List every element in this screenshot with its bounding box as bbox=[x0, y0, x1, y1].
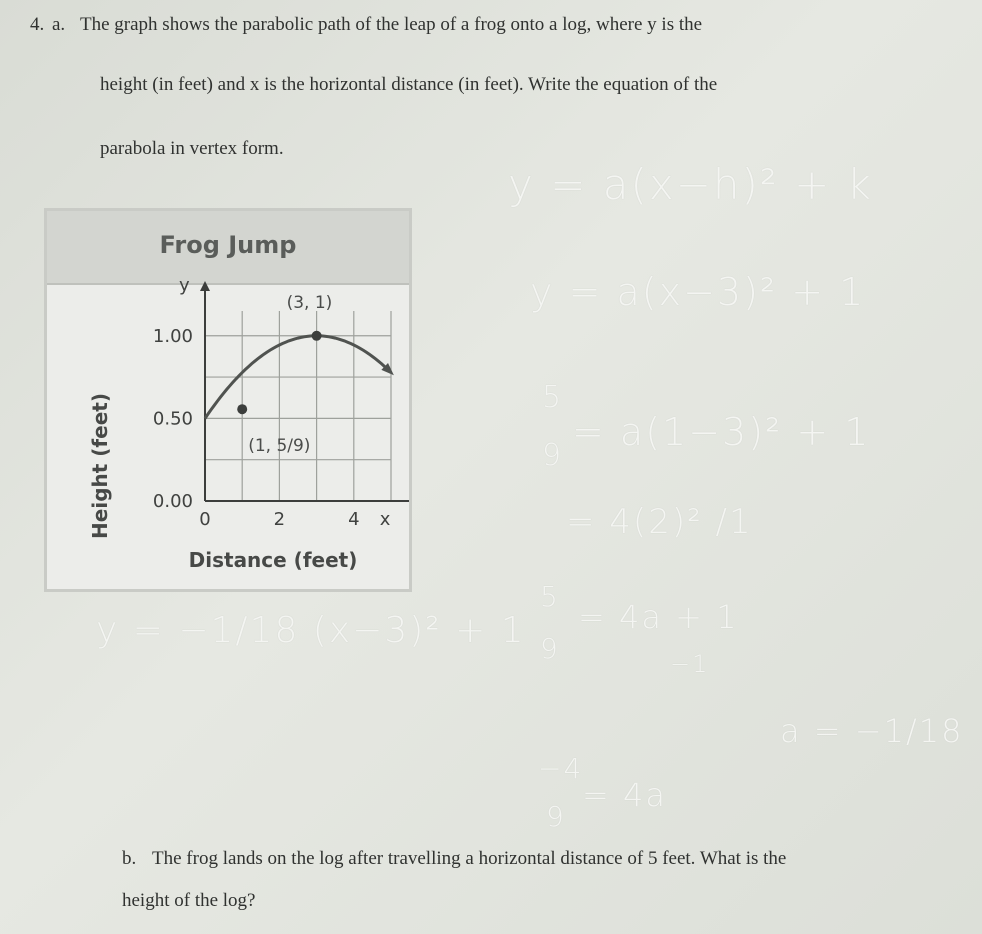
y-axis-title: Height (feet) bbox=[88, 393, 112, 539]
chart-plot bbox=[47, 211, 409, 589]
x-tick-label: 0 bbox=[199, 509, 211, 530]
handwriting-line-5-num: 5 bbox=[540, 580, 560, 613]
y-tick-label: 1.00 bbox=[152, 325, 193, 347]
x-tick-label: 4 bbox=[348, 509, 360, 530]
y-tick-label: 0.00 bbox=[152, 491, 193, 512]
handwriting-line-7: a = −1/18 bbox=[780, 712, 964, 750]
part-b-line-2: height of the log? bbox=[122, 890, 256, 911]
x-axis-variable: x bbox=[379, 509, 391, 530]
chart-title: Frog Jump bbox=[159, 231, 297, 259]
data-point bbox=[237, 404, 247, 414]
handwriting-line-1: y = a(x−h)² + k bbox=[508, 160, 873, 209]
part-b-line-1: The frog lands on the log after travelling a horizontal distance of 5 feet. What is the bbox=[152, 848, 787, 869]
problem-number: 4. bbox=[30, 14, 45, 35]
part-a-line-2: height (in feet) and x is the horizontal distance (in feet). Write the equation of the bbox=[100, 74, 718, 95]
handwriting-line-5-sub: −1 bbox=[670, 650, 710, 678]
frog-jump-chart bbox=[44, 208, 412, 592]
part-b-label: b. bbox=[122, 848, 137, 869]
data-point-label: (1, 5/9) bbox=[248, 436, 311, 457]
handwriting-line-3: = a(1−3)² + 1 bbox=[572, 410, 871, 454]
handwriting-answer: y = −1/18 (x−3)² + 1 bbox=[96, 610, 526, 651]
chart-ticks bbox=[153, 275, 391, 530]
handwriting-line-6: = 4a bbox=[582, 776, 667, 814]
handwriting-line-5-den: 9 bbox=[540, 632, 560, 665]
handwriting-line-3-den: 9 bbox=[542, 438, 564, 473]
data-point bbox=[312, 331, 322, 341]
data-point-label: (3, 1) bbox=[286, 292, 333, 313]
part-a-label: a. bbox=[52, 14, 66, 35]
handwriting-line-5: = 4a + 1 bbox=[578, 598, 739, 636]
handwriting-line-4: = 4(2)² /1 bbox=[566, 502, 753, 542]
y-tick-label: 0.50 bbox=[152, 408, 193, 430]
part-a-line-1: The graph shows the parabolic path of the leap of a frog onto a log, where y is the bbox=[80, 14, 703, 35]
y-axis-arrow bbox=[200, 281, 210, 291]
x-axis-title: Distance (feet) bbox=[188, 548, 358, 572]
chart-axes bbox=[200, 281, 409, 506]
y-axis-variable: y bbox=[179, 275, 190, 296]
handwriting-line-6-num: −4 bbox=[538, 752, 584, 785]
handwriting-line-2: y = a(x−3)² + 1 bbox=[530, 270, 866, 314]
handwriting-line-6-den: 9 bbox=[546, 800, 566, 833]
handwriting-line-3-num: 5 bbox=[542, 380, 564, 415]
x-tick-label: 2 bbox=[273, 509, 286, 530]
chart-points bbox=[237, 293, 394, 456]
part-a-line-3: parabola in vertex form. bbox=[100, 138, 284, 159]
